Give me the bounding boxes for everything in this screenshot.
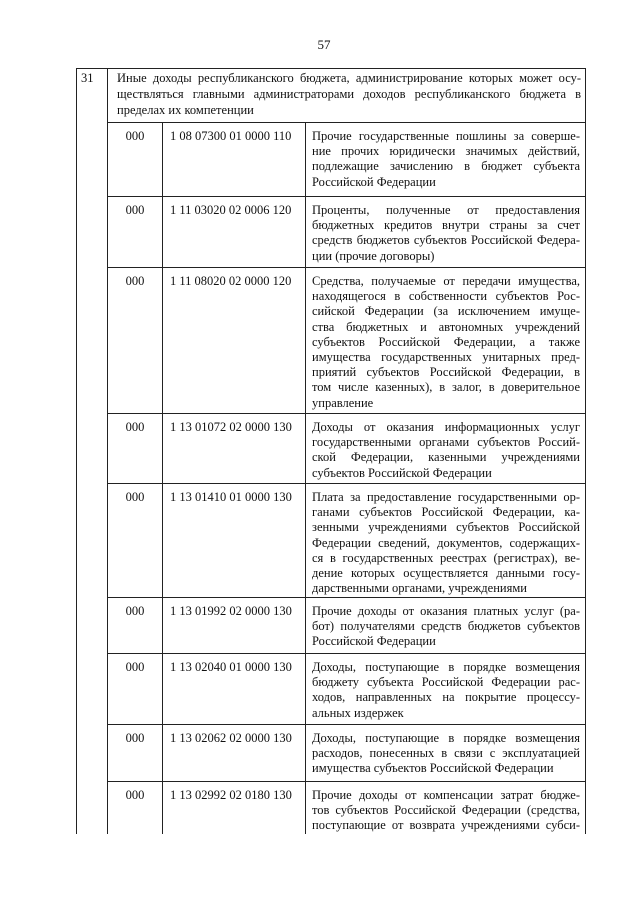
table-row [108, 598, 585, 654]
income-code-cell: 1 13 01992 02 0000 130 [163, 598, 306, 653]
description-line: находящегося в собственности субъектов Рос- [312, 289, 580, 304]
table-row [108, 782, 585, 834]
description-cell [306, 654, 585, 724]
description-line: ской Федерации, казенными учреждениями [312, 450, 580, 465]
table-row [108, 268, 585, 414]
section-body [108, 69, 585, 834]
table-row [108, 414, 585, 484]
description-line: Проценты, полученные от предоставления [312, 203, 580, 217]
admin-code-cell: 000 [108, 782, 163, 834]
description-line: Российской Федерации [312, 174, 436, 189]
description-line: субъектов Российской Федерации [312, 465, 492, 480]
description-line: расходов, понесенных в связи с эксплуатацией [312, 746, 580, 761]
section-title-line: пределах их компетенции [117, 103, 254, 117]
description-cell [306, 484, 585, 597]
description-cell [306, 598, 585, 653]
description-line: ся в государственных реестрах (регистрах), ве- [312, 550, 580, 565]
description-cell [306, 725, 585, 781]
description-line: сийской Федерации (за исключением имуще- [312, 304, 580, 319]
description-line: управление [312, 395, 374, 410]
table-row [108, 123, 585, 197]
description-line: приятий субъектов Российской Федерации, в [312, 365, 580, 380]
admin-code-cell: 000 [108, 123, 163, 196]
description-line: Прочие государственные пошлины за соверше- [312, 129, 580, 143]
description-line: Доходы, поступающие в порядке возмещения [312, 731, 580, 745]
description-line: Доходы, поступающие в порядке возмещения [312, 660, 580, 674]
income-code-cell: 1 13 02040 01 0000 130 [163, 654, 306, 724]
description-line: субъектов Российской Федерации, а также [312, 334, 580, 349]
admin-code-cell: 000 [108, 268, 163, 413]
revenue-table [76, 68, 586, 834]
description-line: имущества субъектов Российской Федерации [312, 761, 554, 776]
section-number: 31 [77, 69, 108, 834]
admin-code-cell: 000 [108, 197, 163, 267]
description-line: Плата за предоставление государственными ор- [312, 490, 580, 504]
admin-code-cell: 000 [108, 654, 163, 724]
section-title-line: Иные доходы республиканского бюджета, администрирование которых может осу- [117, 71, 581, 85]
description-line: бюджету субъекта Российской Федерации рас- [312, 675, 580, 690]
income-code-cell: 1 13 02062 02 0000 130 [163, 725, 306, 781]
description-line: ходов, направленных на покрытие процессу- [312, 690, 580, 705]
description-line: средств бюджетов субъектов Российской Федера- [312, 233, 580, 248]
description-line: Прочие доходы от оказания платных услуг (ра- [312, 604, 580, 618]
description-line: том числе казенных), в залог, в доверительное [312, 380, 580, 395]
admin-code-cell: 000 [108, 598, 163, 653]
description-line: Доходы от оказания информационных услуг [312, 420, 580, 434]
description-line: поступающие от возврата учреждениями субси- [312, 818, 580, 833]
description-line: Федерации сведений, документов, содержащих- [312, 535, 580, 550]
description-cell [306, 782, 585, 834]
description-line: ганами субъектов Российской Федерации, ка- [312, 505, 580, 520]
description-cell [306, 197, 585, 267]
income-code-cell: 1 11 03020 02 0006 120 [163, 197, 306, 267]
description-cell [306, 268, 585, 413]
income-code-cell: 1 13 01410 01 0000 130 [163, 484, 306, 597]
description-line: подлежащие зачислению в бюджет субъекта [312, 159, 580, 174]
description-line: имущества государственных унитарных пред- [312, 350, 580, 365]
income-code-cell: 1 11 08020 02 0000 120 [163, 268, 306, 413]
description-line: Средства, получаемые от передачи имущества, [312, 274, 580, 288]
section-title-line: ществляться главными администраторами доходов республиканского бюджета в [117, 87, 581, 101]
description-line: ции (прочие договоры) [312, 248, 435, 263]
page-number: 57 [317, 37, 331, 52]
description-cell [306, 123, 585, 196]
description-line: государственными органами субъектов Россий- [312, 435, 580, 450]
description-line: бюджетных кредитов внутри страны за счет [312, 218, 580, 233]
table-row [108, 725, 585, 782]
income-code-cell: 1 08 07300 01 0000 110 [163, 123, 306, 196]
description-line: альных издержек [312, 705, 404, 720]
description-line: ние прочих юридически значимых действий, [312, 144, 580, 159]
income-code-cell: 1 13 01072 02 0000 130 [163, 414, 306, 483]
description-line: Прочие доходы от компенсации затрат бюдже- [312, 788, 580, 802]
admin-code-cell: 000 [108, 484, 163, 597]
table-row [108, 484, 585, 598]
description-line: тов субъектов Российской Федерации (средства, [312, 803, 580, 818]
description-line: Российской Федерации [312, 634, 436, 649]
admin-code-cell: 000 [108, 414, 163, 483]
income-code-cell: 1 13 02992 02 0180 130 [163, 782, 306, 834]
description-line: дарственными органами, учреждениями [312, 581, 527, 596]
section-title [108, 69, 585, 123]
table-row [108, 654, 585, 725]
table-row [108, 197, 585, 268]
description-line: зенными учреждениями субъектов Российской [312, 520, 580, 535]
description-line: ства бюджетных и автономных учреждений [312, 319, 580, 334]
description-cell [306, 414, 585, 483]
admin-code-cell: 000 [108, 725, 163, 781]
description-line: бот) получателями средств бюджетов субъектов [312, 619, 580, 634]
description-line: дение которых осуществляется данными госу- [312, 566, 580, 581]
